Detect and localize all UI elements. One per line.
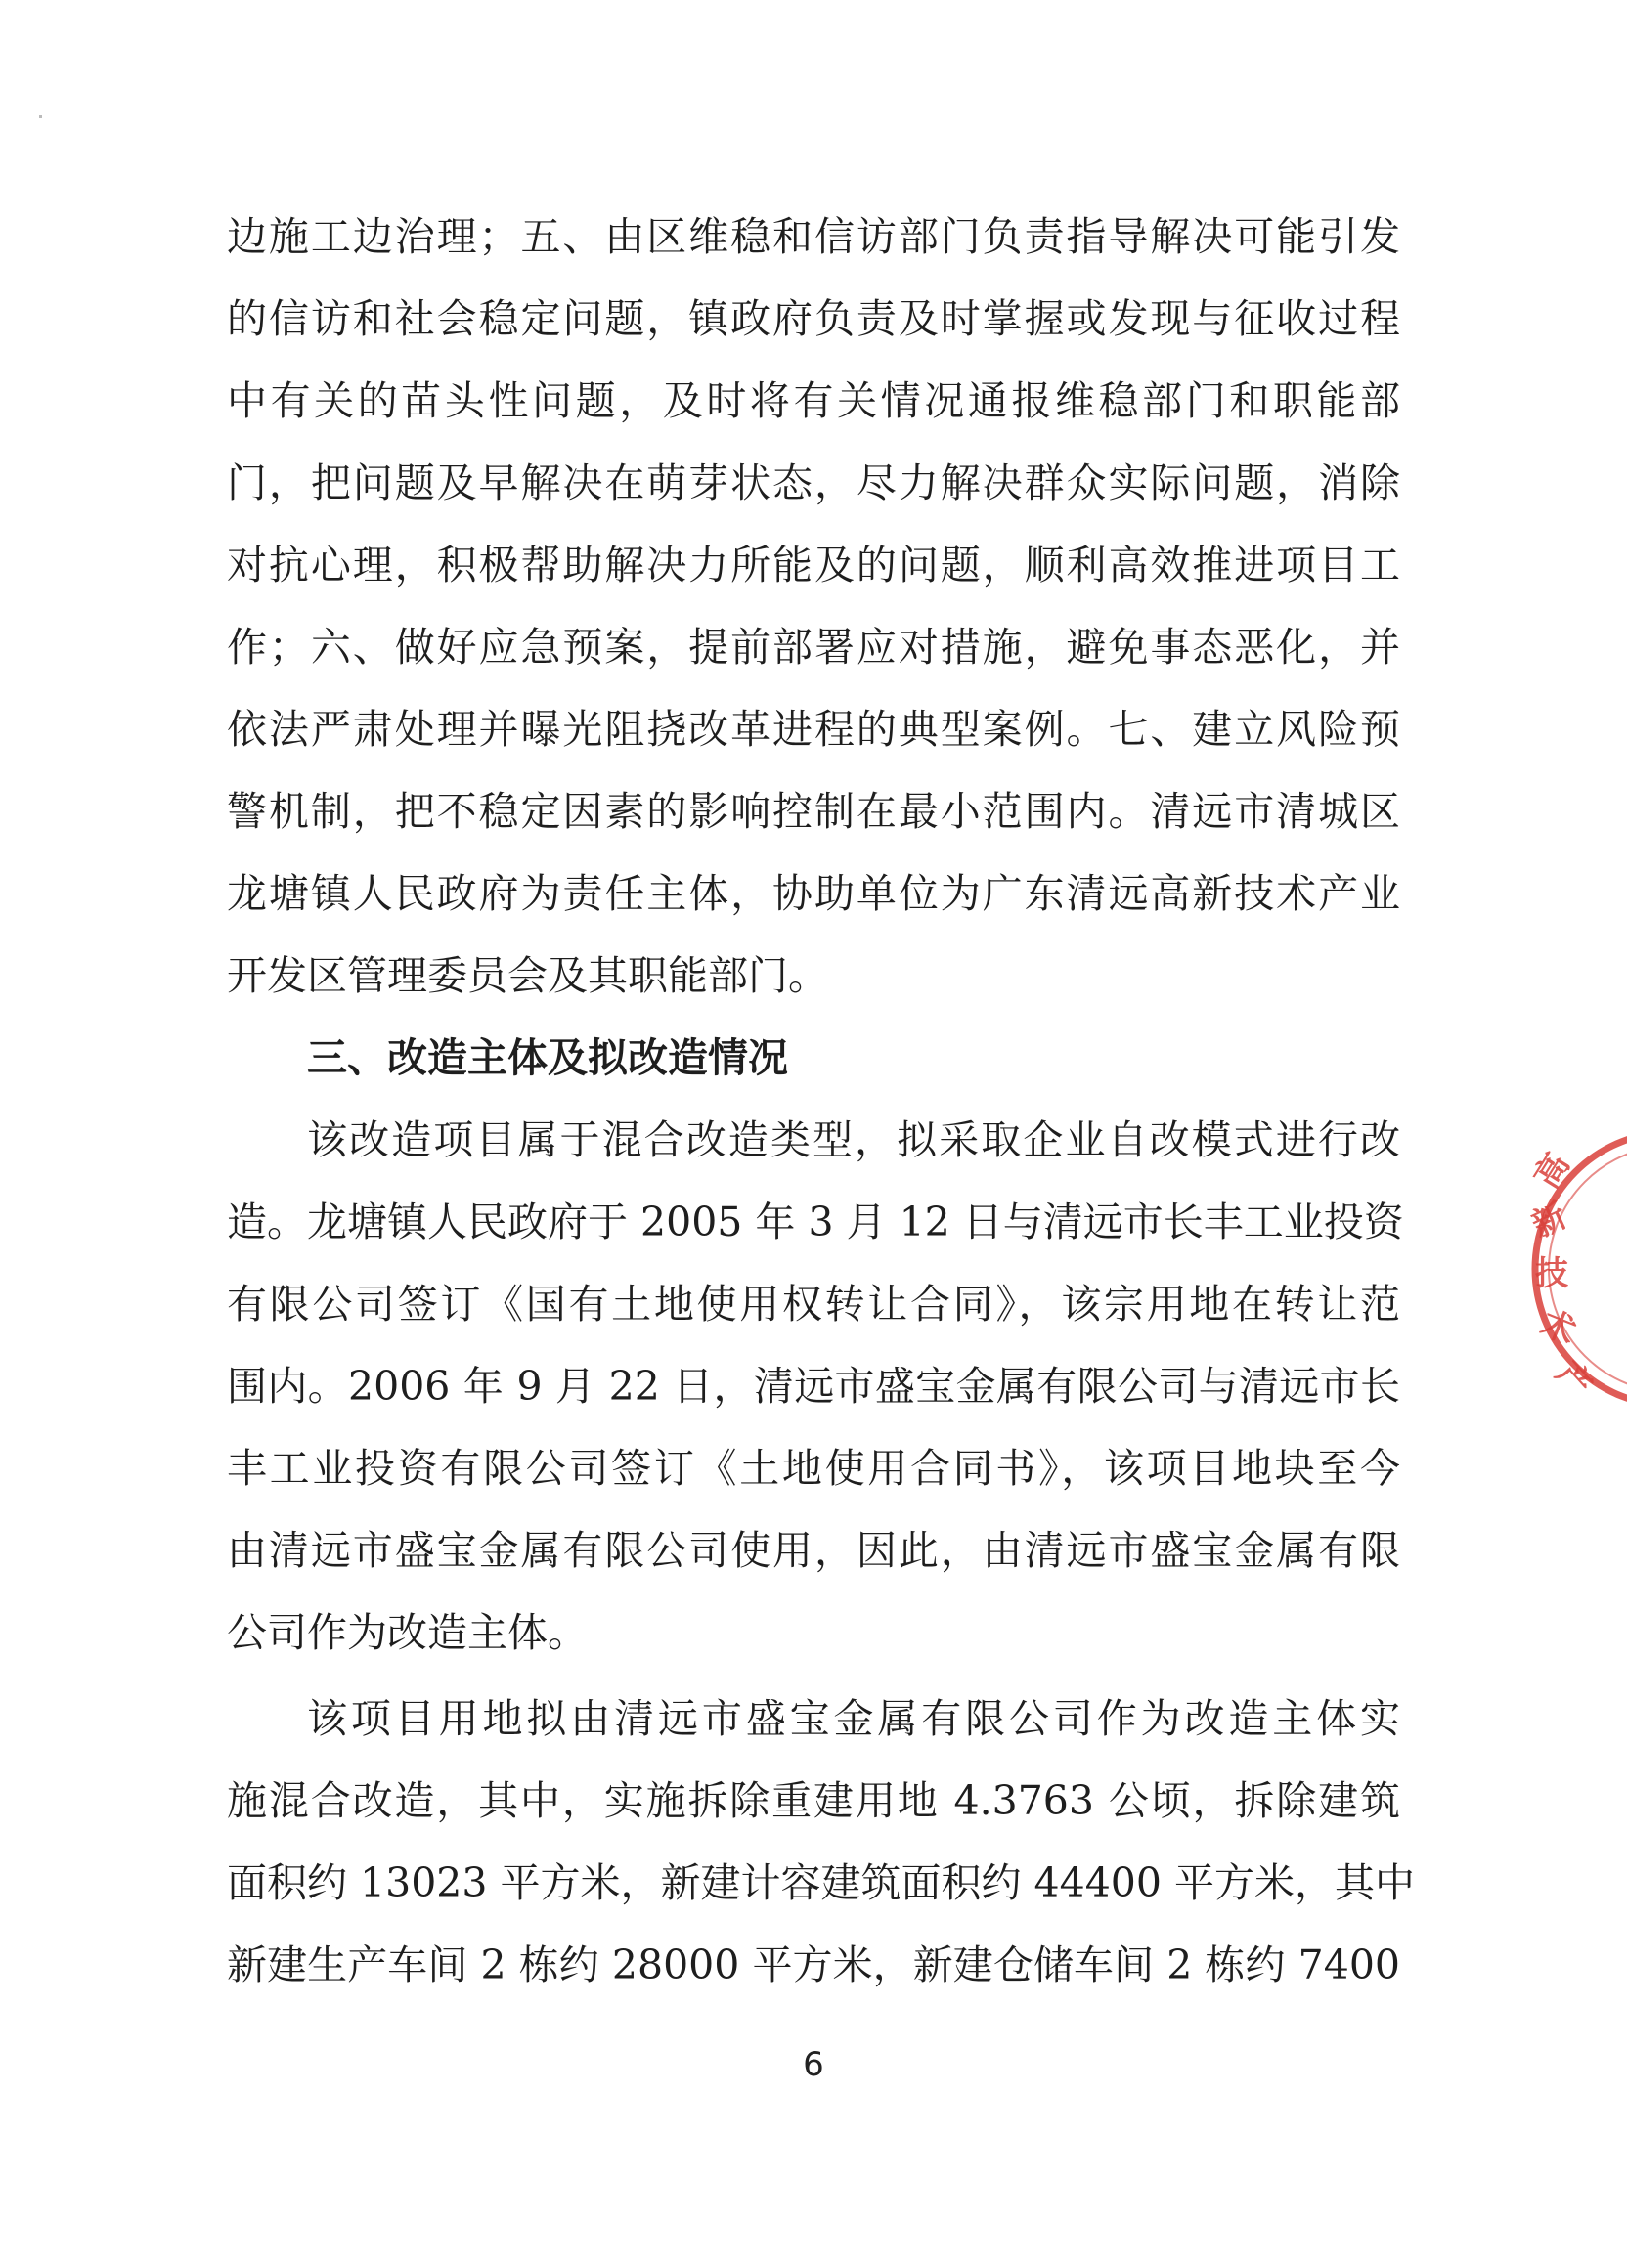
paragraph-line: 该项目用地拟由清远市盛宝金属有限公司作为改造主体实 <box>307 1695 1400 1742</box>
page-number: 6 <box>803 2045 824 2084</box>
paragraph-line: 丰工业投资有限公司签订《土地使用合同书》，该项目地块至今 <box>227 1445 1400 1492</box>
paragraph-line: 依法严肃处理并曝光阻挠改革进程的典型案例。七、建立风险预 <box>227 706 1400 753</box>
paragraph-line: 开发区管理委员会及其职能部门。 <box>227 952 828 999</box>
paragraph-line: 有限公司签订《国有土地使用权转让合同》，该宗用地在转让范 <box>227 1281 1400 1328</box>
paragraph-line: 门，把问题及早解决在萌芽状态，尽力解决群众实际问题，消除 <box>227 459 1400 506</box>
scan-artifact <box>39 115 42 118</box>
paragraph-line: 龙塘镇人民政府为责任主体，协助单位为广东清远高新技术产业 <box>227 870 1400 917</box>
paragraph-line: 公司作为改造主体。 <box>227 1609 588 1656</box>
paragraph-line: 中有关的苗头性问题，及时将有关情况通报维稳部门和职能部 <box>227 377 1400 424</box>
paragraph-line: 新建生产车间 2 栋约 28000 平方米，新建仓储车间 2 栋约 7400 <box>227 1941 1400 1988</box>
svg-text:术: 术 <box>1535 1303 1582 1353</box>
paragraph-line: 围内。2006 年 9 月 22 日，清远市盛宝金属有限公司与清远市长 <box>227 1363 1400 1410</box>
svg-text:技: 技 <box>1535 1254 1568 1293</box>
body-text <box>227 209 1415 2020</box>
svg-text:高: 高 <box>1526 1146 1578 1196</box>
paragraph-line: 对抗心理，积极帮助解决力所能及的问题，顺利高效推进项目工 <box>227 542 1400 589</box>
paragraph-line: 警机制，把不稳定因素的影响控制在最小范围内。清远市清城区 <box>227 788 1400 835</box>
paragraph-line: 施混合改造，其中，实施拆除重建用地 4.3763 公顷，拆除建筑 <box>227 1777 1400 1824</box>
paragraph-line: 由清远市盛宝金属有限公司使用，因此，由清远市盛宝金属有限 <box>227 1527 1400 1574</box>
paragraph-line: 边施工边治理；五、由区维稳和信访部门负责指导解决可能引发 <box>227 213 1400 260</box>
paragraph-line: 作；六、做好应急预案，提前部署应对措施，避免事态恶化，并 <box>227 624 1400 671</box>
svg-text:产: 产 <box>1548 1354 1600 1406</box>
paragraph-line: 造。龙塘镇人民政府于 2005 年 3 月 12 日与清远市长丰工业投资 <box>227 1199 1404 1245</box>
section-heading: 三、改造主体及拟改造情况 <box>307 1034 788 1081</box>
svg-text:新: 新 <box>1525 1196 1573 1246</box>
paragraph-line: 面积约 13023 平方米，新建计容建筑面积约 44400 平方米，其中 <box>227 1859 1415 1906</box>
paragraph-line: 的信访和社会稳定问题，镇政府负责及时掌握或发现与征收过程 <box>227 295 1400 342</box>
paragraph-line: 该改造项目属于混合改造类型，拟采取企业自改模式进行改 <box>307 1116 1400 1163</box>
official-seal-icon <box>1525 1122 1627 1416</box>
